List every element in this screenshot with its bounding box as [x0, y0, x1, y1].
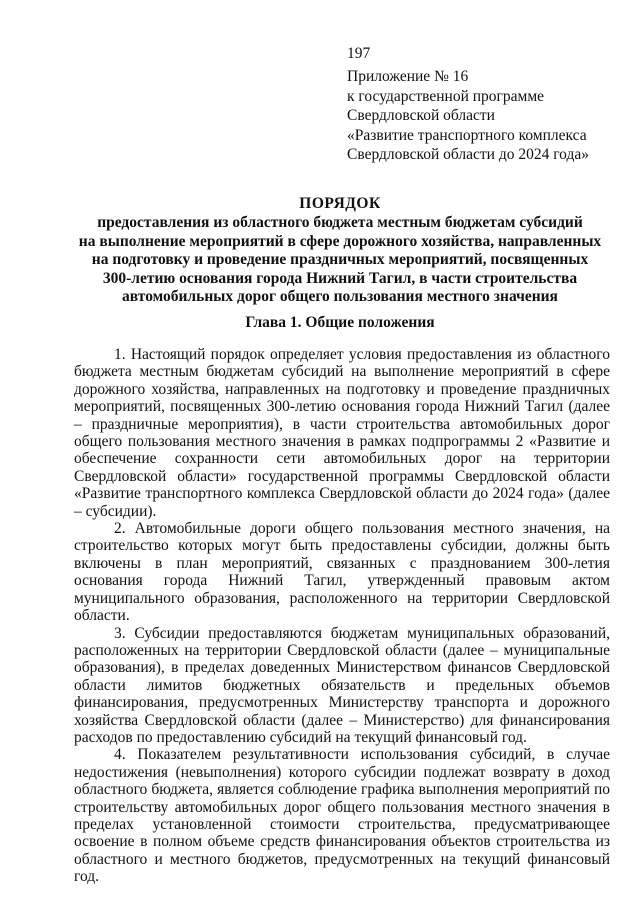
document-title: ПОРЯДОК [299, 195, 381, 212]
paragraph-2: 2. Автомобильные дороги общего пользования местного значения, на строительство которых могут быть предоставлены субсидии, должны быть включены в план мероприятий, связанных с празднованием 300-летия основания города Нижний Тагил, утвержденный правовым актом муниципального образования, расположенного на территории Свердловской области. [74, 520, 610, 625]
subtitle-line: автомобильных дорог общего пользования местного значения [122, 288, 558, 305]
appendix-line: Приложение № 16 [347, 68, 469, 85]
paragraph-4: 4. Показателем результативности использования субсидий, в случае недостижения (невыполнения) которого субсидии подлежат возврату в доход областного бюджета, является соблюдение графика выполнения мероприятий по строительству автомобильных дорог общего пользования местного значения в пределах установленной стоимости строительства, предусматривающее освоение в полном объеме средств финансирования объектов строительства из областного и местного бюджетов, предусмотренных на текущий финансовый год. [74, 746, 610, 886]
subtitle-line: на подготовку и проведение праздничных мероприятий, посвященных [91, 251, 589, 268]
appendix-line: «Развитие транспортного комплекса [347, 126, 587, 144]
appendix-line: Свердловской области [347, 107, 495, 125]
subtitle-line: 300-летию основания города Нижний Тагил, в части строительства [102, 269, 578, 287]
paragraph-3: 3. Субсидии предоставляются бюджетам муниципальных образований, расположенных на территории Свердловской области (далее – муниципальные образования), в пределах доведенных Министерством финансов Свердловской области лимитов бюджетных обязательств и предельных объемов финансирования, предусмотренных Министерству транспорта и дорожного хозяйства Свердловской области (далее – Министерство) для финансирования расходов по предоставлению субсидий на текущий финансовый год. [74, 624, 610, 746]
subtitle-line: на выполнение мероприятий в сфере дорожного хозяйства, направленных [78, 232, 602, 250]
appendix-header [347, 67, 627, 165]
appendix-line: к государственной программе [347, 87, 545, 105]
subtitle-line: предоставления из областного бюджета местным бюджетам субсидий [97, 214, 583, 231]
page-number: 197 [347, 45, 371, 62]
appendix-line: Свердловской области до 2024 года» [347, 146, 589, 164]
chapter-title: Глава 1. Общие положения [245, 314, 435, 331]
document-subtitle [60, 214, 620, 307]
paragraph-1: 1. Настоящий порядок определяет условия предоставления из областного бюджета местным бюджетам субсидий на выполнение мероприятий в сфере дорожного хозяйства, направленных на подготовку и проведение праздничных мероприятий, посвященных 300-летию основания города Нижний Тагил (далее – праздничные мероприятия), в части строительства автомобильных дорог общего пользования местного значения в рамках подпрограммы 2 «Развитие и обеспечение сохранности сети автомобильных дорог на территории Свердловской области» государственной программы Свердловской области «Развитие транспортного комплекса Свердловской области до 2024 года» (далее – субсидии). [74, 346, 610, 520]
document-body [74, 346, 610, 886]
